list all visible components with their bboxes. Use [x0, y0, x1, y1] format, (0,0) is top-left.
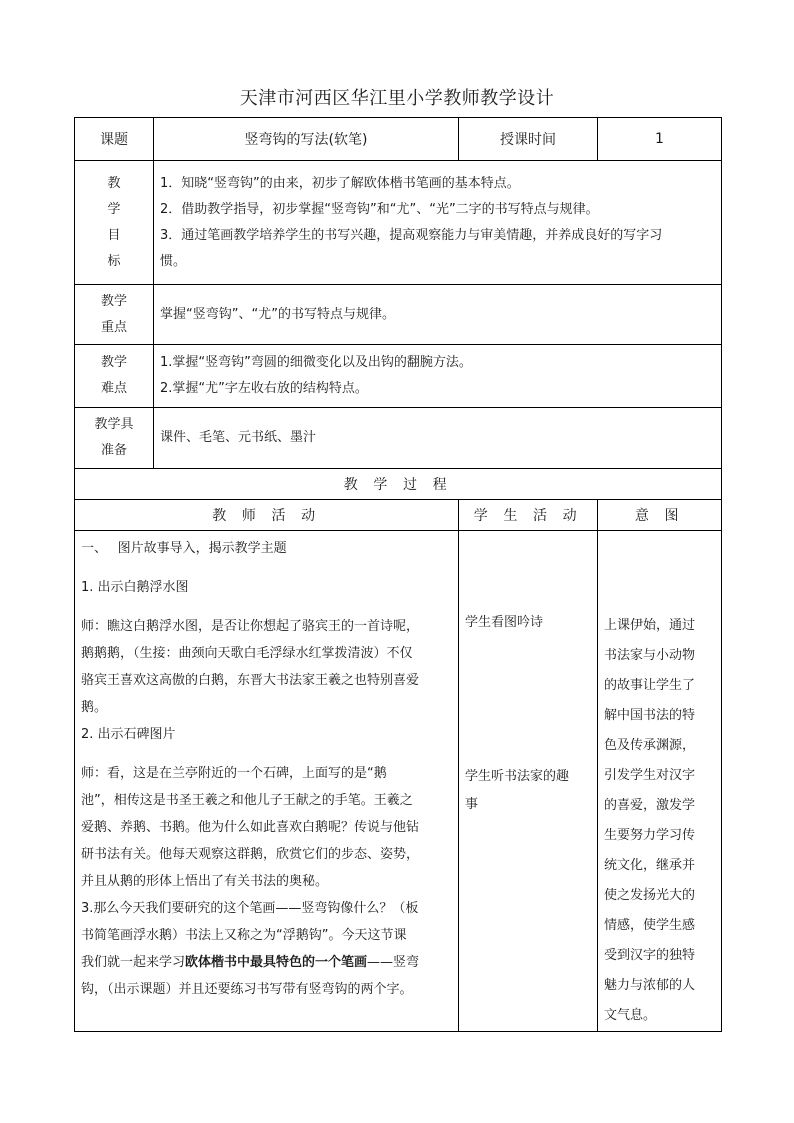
student-activity-2: 学生听书法家的趣 事 [465, 769, 570, 812]
class-time-value: 1 [598, 118, 722, 161]
process-title-row [75, 469, 722, 500]
goals-row [75, 161, 722, 285]
goals-label: 教 学 目 标 [75, 161, 154, 285]
step-heading: 1. 出示白鹅浮水图 [81, 580, 189, 595]
goal-line: 1．知晓“竖弯钩”的由来，初步了解欧体楷书笔画的基本特点。 [160, 175, 520, 191]
document-title: 天津市河西区华江里小学教师教学设计 [239, 88, 555, 109]
teacher-activity-header: 教 师 活 动 [75, 500, 459, 531]
goal-line: 惯。 [160, 253, 187, 269]
intent-content: 上课伊始，通过 书法家与小动物 的故事让学生了 解中国书法的特 色及传承渊源， 引发学生对汉字 的喜爱，激发学 生要努力学习传 统文化，继承并 使之发扬光大的 情感，使学生感 受到汉字的独特 魅力与浓郁的人 文气息。 [598, 531, 722, 1032]
difficulties-label: 教学 难点 [75, 345, 154, 408]
process-body-row [75, 531, 722, 1032]
lesson-plan-table [74, 117, 722, 1032]
goals-content [154, 161, 722, 285]
header-row [75, 118, 722, 161]
student-activity-header: 学 生 活 动 [459, 500, 598, 531]
class-time-label: 授课时间 [459, 118, 598, 161]
process-header-row [75, 500, 722, 531]
goal-line: 2．借助教学指导，初步掌握“竖弯钩”和“尤”、“光”二字的书写特点与规律。 [160, 201, 599, 217]
student-activity [459, 531, 598, 1032]
keypoints-content: 掌握“竖弯钩”、“尤”的书写特点与规律。 [154, 285, 722, 345]
section-heading: 一、 图片故事导入，揭示教学主题 [81, 541, 287, 556]
materials-row [75, 408, 722, 469]
emphasis-text: 欧体楷书中最具特色的一个笔画 [185, 955, 368, 970]
keypoints-row [75, 285, 722, 345]
difficulties-content: 1.掌握“竖弯钩”弯圆的细微变化以及出钩的翻腕方法。 2.掌握“尤”字左收右放的结构特点。 [154, 345, 722, 408]
teacher-activity: 一、 图片故事导入，揭示教学主题 1. 出示白鹅浮水图 师：瞧这白鹅浮水图，是否让你想起了骆宾王的一首诗呢， 鹅鹅鹅，（生接：曲颈向天歌白毛浮绿水红掌拨清波）不仅 骆宾王喜欢这高傲的白鹅，东晋大书法家王羲之也特别喜爱 鹅。 2. 出示石碑图片 师：看，这是在兰亭附近的一个石碑，上面写的是“鹅 池”，相传这是书圣王羲之和他儿子王献之的手笔。王羲之 爱鹅、养鹅、书鹅。他为什么如此喜欢白鹅呢？传说与他钻 研书法有关。他每天观察这群鹅，欣赏它们的步态、姿势， 并且从鹅的形体上悟出了有关书法的奥秘。 3.那么今天我们要研究的这个笔画——竖弯钩像什么？（板 书简笔画浮水鹅）书法上又称之为“浮鹅钩”。今天这节课 我们就一起来学习欧体楷书中最具特色的一个笔画——竖弯 钩，（出示课题）并且还要练习书写带有竖弯钩的两个字。 [75, 531, 459, 1032]
materials-label: 教学具 准备 [75, 408, 154, 469]
difficulties-row [75, 345, 722, 408]
materials-content: 课件、毛笔、元书纸、墨汁 [154, 408, 722, 469]
goal-line: 3．通过笔画教学培养学生的书写兴趣，提高观察能力与审美情趣，并养成良好的写字习 [160, 227, 663, 243]
process-title: 教 学 过 程 [75, 469, 722, 500]
topic-value: 竖弯钩的写法(软笔) [154, 118, 459, 161]
keypoints-label: 教学 重点 [75, 285, 154, 345]
topic-label: 课题 [75, 118, 154, 161]
intent-header: 意 图 [598, 500, 722, 531]
step-heading: 2. 出示石碑图片 [81, 727, 176, 742]
student-activity-1: 学生看图吟诗 [465, 615, 544, 630]
